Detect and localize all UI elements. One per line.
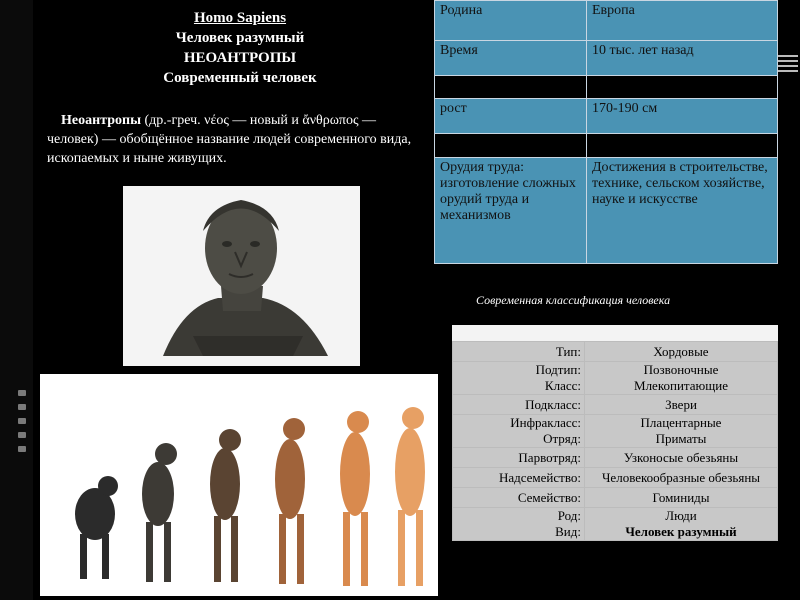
classification-row [453,468,778,488]
classification-header [452,325,778,341]
rank-label: Подкласс: [453,395,585,415]
bust-image [123,186,360,366]
facts-value [587,134,778,158]
title-line-1: Homo Sapiens [193,10,287,26]
title-line-4: Современный человек [163,70,317,86]
facts-value: 10 тыс. лет назад [587,41,778,76]
classification-caption: Современная классификация человека [476,293,671,307]
classification-row [453,448,778,468]
taxon-value: Позвоночные Млекопитающие [585,362,778,395]
evolution-image [40,374,438,596]
intro-term: Неоантропы [61,113,142,128]
facts-row [435,1,778,41]
classification-table [452,341,778,541]
facts-label: Родина [435,1,587,41]
facts-label: Орудия труда: изготовление сложных орудий труда и механизмов [435,158,587,264]
rank-label: Надсемейство: [453,468,585,488]
rank-label: Инфракласс: Отряд: [453,415,585,448]
taxon-value: Плацентарные Приматы [585,415,778,448]
facts-label: рост [435,99,587,134]
facts-value: 170-190 см [587,99,778,134]
classification-row [453,395,778,415]
facts-value: Достижения в строительстве, технике, сельском хозяйстве, науке и искусстве [587,158,778,264]
facts-row [435,99,778,134]
classification-row [453,415,778,448]
taxon-value: Звери [585,395,778,415]
facts-label [435,76,587,99]
facts-row [435,41,778,76]
facts-label [435,134,587,158]
classification-row [453,488,778,508]
rank-label: Тип: [453,342,585,362]
rank-label: Подтип: Класс: [453,362,585,395]
rank-label: Род: Вид: [453,508,585,541]
facts-row [435,134,778,158]
facts-row [435,158,778,264]
facts-value: Европа [587,1,778,41]
slide-decoration [16,390,30,590]
intro-text: (др.-греч. νέος — новый и ἄνθρωπος — человек) — обобщённое название людей современного вида, ископаемых и ныне живущих. [47,113,412,166]
slide-title [100,8,380,88]
taxon-value: Люди Человек разумный [585,508,778,541]
rank-label: Семейство: [453,488,585,508]
taxon-value: Человекообразные обезьяны [585,468,778,488]
intro-paragraph [47,111,419,168]
title-line-3: НЕОАНТРОПЫ [183,50,297,66]
facts-table [434,0,778,264]
title-line-2: Человек разумный [175,30,305,46]
classification-row [453,342,778,362]
classification-row [453,362,778,395]
facts-label: Время [435,41,587,76]
facts-value [587,76,778,99]
rank-label: Парвотряд: [453,448,585,468]
classification-row [453,508,778,541]
taxon-value: Хордовые [585,342,778,362]
taxon-value: Узконосые обезьяны [585,448,778,468]
facts-row [435,76,778,99]
taxon-value: Гоминиды [585,488,778,508]
